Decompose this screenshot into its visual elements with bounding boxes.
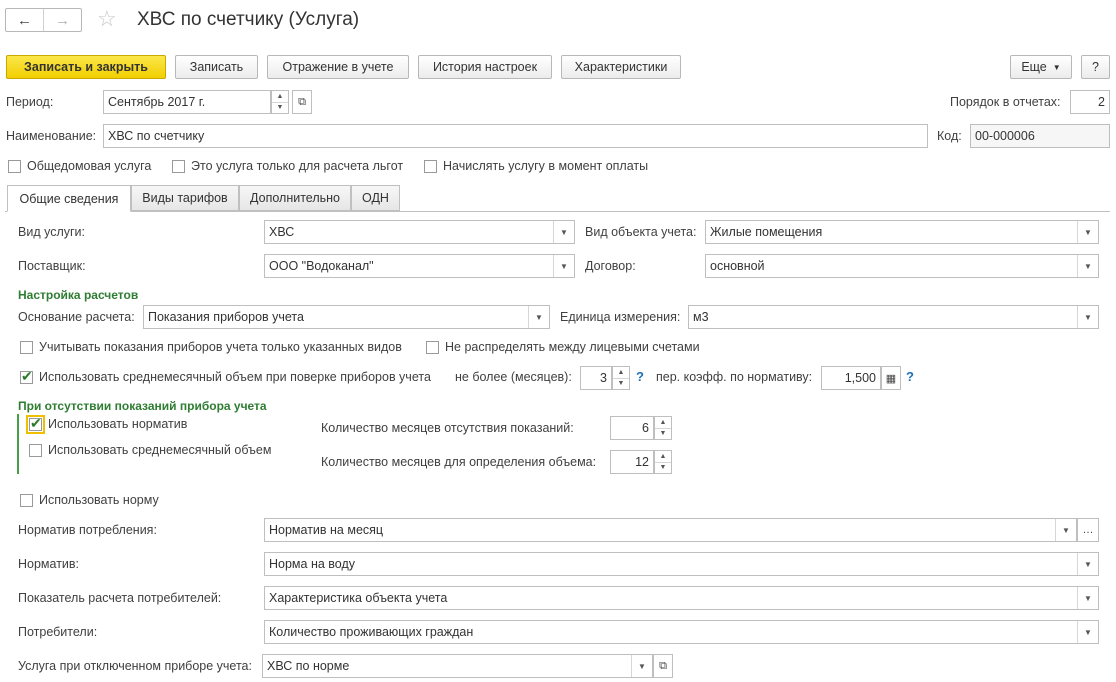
months-volume-field[interactable]: 12	[610, 450, 654, 474]
max-months-stepper[interactable]	[612, 366, 630, 390]
months-absent-field[interactable]: 6	[610, 416, 654, 440]
object-type-select[interactable]	[705, 220, 1099, 244]
period-stepper[interactable]	[271, 90, 289, 114]
no-distribute-checkbox[interactable]	[426, 341, 439, 354]
code-label: Код:	[937, 129, 962, 143]
stepper-down-icon[interactable]: ▼	[659, 430, 667, 437]
back-arrow-icon[interactable]: ←	[17, 11, 32, 29]
accounting-button[interactable]: Отражение в учете	[267, 55, 409, 79]
chevron-down-icon[interactable]: ▼	[553, 255, 574, 277]
max-months-field[interactable]: 3	[580, 366, 612, 390]
normative-label: Норматив:	[18, 557, 80, 571]
chevron-down-icon[interactable]: ▼	[1077, 306, 1098, 328]
order-label: Порядок в отчетах:	[950, 95, 1061, 109]
stepper-down-icon[interactable]: ▼	[617, 380, 625, 387]
stepper-up-icon[interactable]: ▲	[272, 91, 288, 103]
chevron-down-icon[interactable]: ▼	[553, 221, 574, 243]
only-specified-label: Учитывать показания приборов учета только указанных видов	[39, 340, 402, 354]
stepper-down-icon[interactable]: ▼	[659, 464, 667, 471]
supplier-value: ООО "Водоканал"	[269, 259, 374, 273]
common-house-checkbox[interactable]	[8, 160, 21, 173]
period-field[interactable]: Сентябрь 2017 г.	[103, 90, 271, 114]
help-button[interactable]: ?	[1081, 55, 1110, 79]
benefits-only-checkbox[interactable]	[172, 160, 185, 173]
characteristics-button[interactable]: Характеристики	[561, 55, 681, 79]
consumption-norm-select[interactable]	[264, 518, 1077, 542]
forward-arrow-icon[interactable]: →	[43, 9, 81, 31]
basis-select[interactable]	[143, 305, 550, 329]
history-nav	[5, 8, 82, 32]
disabled-service-label: Услуга при отключенном приборе учета:	[18, 659, 252, 673]
stepper-up-icon[interactable]: ▲	[655, 451, 671, 463]
use-norm-label: Использовать норматив	[48, 417, 188, 431]
chevron-down-icon[interactable]: ▼	[1077, 587, 1098, 609]
max-months-help-icon[interactable]: ?	[636, 369, 644, 384]
chevron-down-icon[interactable]: ▼	[1077, 255, 1098, 277]
max-months-label: не более (месяцев):	[455, 370, 572, 384]
contract-label: Договор:	[585, 259, 636, 273]
unit-value: м3	[693, 310, 709, 324]
open-item-icon[interactable]: ⧉	[653, 654, 673, 678]
charge-on-payment-checkbox[interactable]	[424, 160, 437, 173]
chevron-down-icon: ▼	[1052, 62, 1061, 72]
settings-history-button[interactable]: История настроек	[418, 55, 552, 79]
supplier-label: Поставщик:	[18, 259, 86, 273]
service-type-label: Вид услуги:	[18, 225, 86, 239]
select-ellipsis-icon[interactable]: …	[1077, 518, 1099, 542]
chevron-down-icon[interactable]: ▼	[1077, 621, 1098, 643]
service-type-select[interactable]	[264, 220, 575, 244]
name-field[interactable]: ХВС по счетчику	[103, 124, 928, 148]
chevron-down-icon[interactable]: ▼	[1077, 553, 1098, 575]
contract-select[interactable]	[705, 254, 1099, 278]
service-type-value: ХВС	[269, 225, 295, 239]
tab-general[interactable]: Общие сведения	[7, 185, 131, 212]
supplier-select[interactable]	[264, 254, 575, 278]
form-title: ХВС по счетчику (Услуга)	[137, 9, 360, 30]
chevron-down-icon[interactable]: ▼	[528, 306, 549, 328]
contract-value: основной	[710, 259, 765, 273]
benefits-only-label: Это услуга только для расчета льгот	[191, 159, 404, 173]
period-calendar-icon[interactable]: ⧉	[292, 90, 312, 114]
normative-select[interactable]	[264, 552, 1099, 576]
order-field[interactable]: 2	[1070, 90, 1110, 114]
period-label: Период:	[6, 95, 54, 109]
coef-label: пер. коэфф. по нормативу:	[656, 370, 813, 384]
tab-tariffs[interactable]: Виды тарифов	[131, 185, 239, 211]
save-button[interactable]: Записать	[175, 55, 258, 79]
consumption-norm-label: Норматив потребления:	[18, 523, 157, 537]
chevron-down-icon[interactable]: ▼	[631, 655, 652, 677]
object-type-label: Вид объекта учета:	[585, 225, 697, 239]
indicator-select[interactable]	[264, 586, 1099, 610]
disabled-service-select[interactable]	[262, 654, 653, 678]
chevron-down-icon[interactable]: ▼	[1077, 221, 1098, 243]
consumers-value: Количество проживающих граждан	[269, 625, 474, 639]
use-average-label: Использовать среднемесячный объем при поверке приборов учета	[39, 370, 431, 384]
months-absent-stepper[interactable]	[654, 416, 672, 440]
charge-on-payment-label: Начислять услугу в момент оплаты	[443, 159, 649, 173]
favorite-star-icon[interactable]: ☆	[97, 6, 117, 31]
indicator-label: Показатель расчета потребителей:	[18, 591, 222, 605]
months-absent-label: Количество месяцев отсутствия показаний:	[321, 421, 574, 435]
stepper-down-icon[interactable]: ▼	[276, 104, 284, 111]
use-average-checkbox[interactable]	[20, 371, 33, 384]
unit-label: Единица измерения:	[560, 310, 681, 324]
consumers-select[interactable]	[264, 620, 1099, 644]
code-field[interactable]: 00-000006	[970, 124, 1110, 148]
consumption-norm-value: Норматив на месяц	[269, 523, 384, 537]
only-specified-checkbox[interactable]	[20, 341, 33, 354]
more-label: Еще	[1021, 60, 1047, 74]
object-type-value: Жилые помещения	[710, 225, 823, 239]
tab-additional[interactable]: Дополнительно	[239, 185, 351, 211]
coef-help-icon[interactable]: ?	[906, 369, 914, 384]
use-avg-volume-checkbox[interactable]	[29, 444, 42, 457]
more-button[interactable]	[1010, 55, 1072, 79]
use-norma-label: Использовать норму	[39, 493, 159, 507]
indicator-value: Характеристика объекта учета	[269, 591, 448, 605]
common-house-label: Общедомовая услуга	[27, 159, 152, 173]
use-avg-volume-label: Использовать среднемесячный объем	[48, 443, 272, 457]
absence-section-title: При отсутствии показаний прибора учета	[18, 399, 267, 413]
tab-odn[interactable]: ОДН	[351, 185, 400, 211]
use-norma-checkbox[interactable]	[20, 494, 33, 507]
calculator-icon[interactable]: ▦	[881, 366, 901, 390]
normative-value: Норма на воду	[269, 557, 355, 571]
chevron-down-icon[interactable]: ▼	[1055, 519, 1076, 541]
disabled-service-value: ХВС по норме	[267, 659, 350, 673]
stepper-up-icon[interactable]: ▲	[655, 417, 671, 429]
use-norm-checkbox[interactable]	[29, 418, 42, 431]
coef-field[interactable]: 1,500	[821, 366, 881, 390]
months-volume-stepper[interactable]	[654, 450, 672, 474]
consumers-label: Потребители:	[18, 625, 98, 639]
months-volume-label: Количество месяцев для определения объема:	[321, 455, 597, 469]
tab-divider	[5, 211, 1110, 212]
basis-label: Основание расчета:	[18, 310, 135, 324]
stepper-up-icon[interactable]: ▲	[613, 367, 629, 379]
calc-section-title: Настройка расчетов	[18, 288, 139, 302]
basis-value: Показания приборов учета	[148, 310, 304, 324]
no-distribute-label: Не распределять между лицевыми счетами	[445, 340, 700, 354]
absence-group-marker	[17, 414, 19, 474]
unit-select[interactable]	[688, 305, 1099, 329]
save-and-close-button[interactable]: Записать и закрыть	[6, 55, 166, 79]
name-label: Наименование:	[6, 129, 97, 143]
